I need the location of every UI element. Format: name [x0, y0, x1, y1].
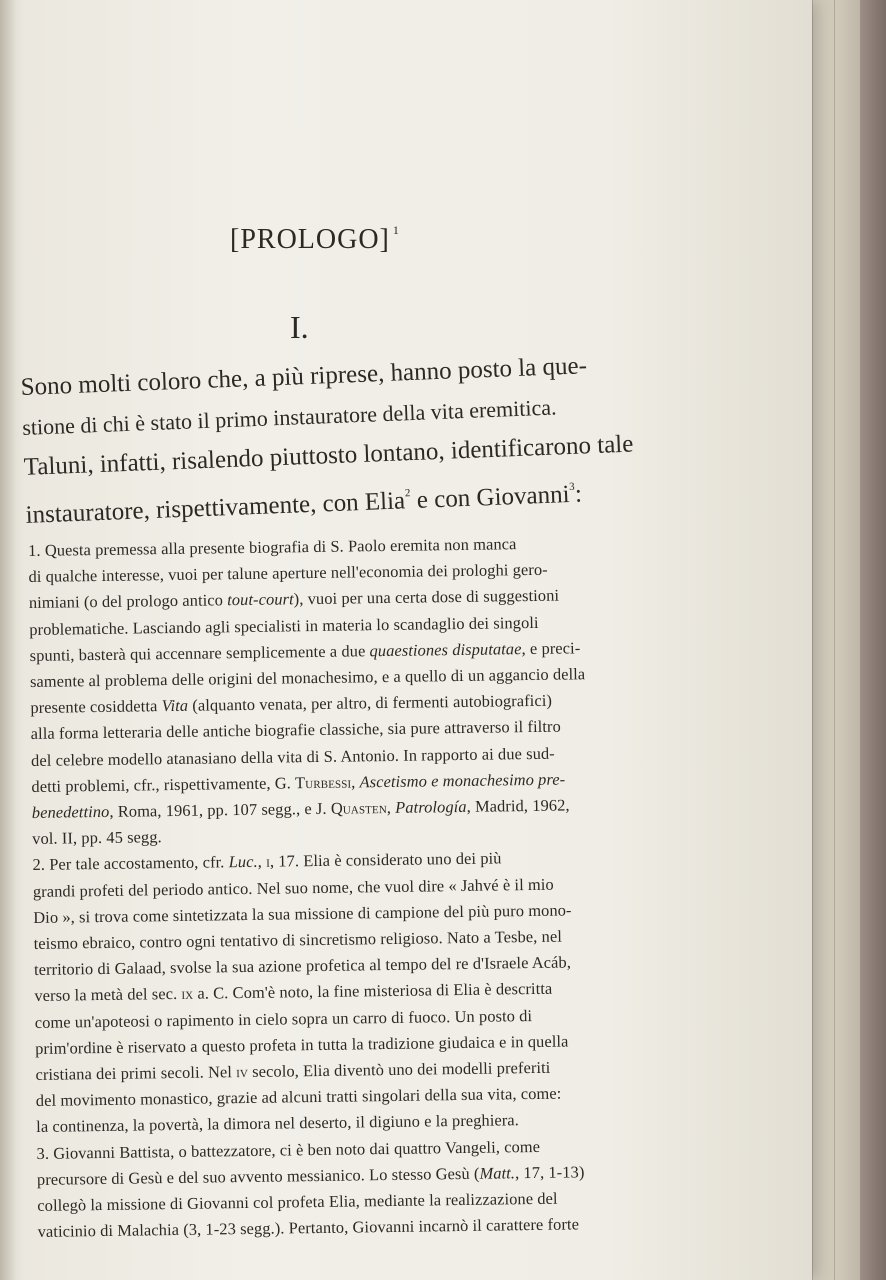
footnote-2-line: Dio », si trova come sintetizzata la sua missione di campione del più puro mono- [33, 900, 572, 927]
footnote-2-line: la continenza, la povertà, la dimora nel deserto, il digiuno e la preghiera. [36, 1110, 520, 1137]
footnote-2-line: del movimento monastico, grazie ad alcuni tratti singolari della sua vita, come: [35, 1083, 562, 1111]
footnote-1-line: vol. II, pp. 45 segg. [32, 827, 162, 849]
footnote-3-line: vaticinio di Malachia (3, 1-23 segg.). Pertanto, Giovanni incarnò il carattere forte [37, 1214, 580, 1242]
main-line-1: Sono molti coloro che, a più riprese, hanno posto la que- [20, 352, 588, 401]
main-line-2: stione di chi è stato il primo instauratore della vita eremitica. [21, 394, 557, 440]
footnote-1-line: benedettino, Roma, 1961, pp. 107 segg., e J. Quasten, Patrología, Madrid, 1962, [31, 795, 570, 823]
footnote-3-line: 3. Giovanni Battista, o battezzatore, ci è ben noto dai quattro Vangeli, come [36, 1136, 541, 1163]
footnote-1-line: detti problemi, cfr., rispettivamente, G. Turbessi, Ascetismo e monachesimo pre- [31, 769, 566, 796]
page-title [230, 223, 400, 256]
title-footnote-ref: 1 [392, 223, 400, 237]
footnote-2-line: 2. Per tale accostamento, cfr. Luc., i, 17. Elia è considerato uno dei più [32, 848, 502, 875]
chapter-number: I. [290, 309, 309, 345]
footnotes [28, 529, 650, 1245]
footnote-1-line: di qualche interesse, vuoi per talune aperture nell'economia dei prologhi gero- [28, 559, 548, 587]
footnote-1-line: samente al problema delle origini del monachesimo, e a quello di un aggancio della [29, 664, 586, 692]
footnote-1-line: problematiche. Lasciando agli specialisti in materia lo scandaglio dei singoli [29, 612, 539, 639]
main-line-4: instauratore, rispettivamente, con Elia$^2$ e con Giovanni$^3$: [25, 480, 583, 529]
page-title-text: [PROLOGO] [230, 224, 390, 255]
main-paragraph [20, 345, 636, 536]
footnote-3-line: collegò la missione di Giovanni col profeta Elia, mediante la realizzazione del [37, 1188, 558, 1216]
footnote-2-line: verso la metà del sec. ix a. C. Com'è noto, la fine misteriosa di Elia è descritta [34, 979, 553, 1006]
footnote-1-line: presente cosiddetta Vita (alquanto venata, per altro, di fermenti autobiografici) [30, 690, 553, 718]
main-line-3: Taluni, infatti, risalendo piuttosto lontano, identificarono tale [23, 430, 634, 481]
footnote-1-line: nimiani (o del prologo antico tout-court), vuoi per una certa dose di suggestioni [28, 585, 560, 613]
page-gutter [0, 0, 16, 1280]
footnote-2-line: teismo ebraico, contro ogni tentativo di sincretismo religioso. Nato a Tesbe, nel [33, 926, 563, 954]
footnote-ref-2: 2 [404, 487, 411, 500]
footnote-2-line: prim'ordine è riservato a questo profeta in tutta la tradizione giudaica e in quella [34, 1031, 569, 1058]
footnote-3-line: precursore di Gesù e del suo avvento messianico. Lo stesso Gesù (Matt., 17, 1-13) [36, 1162, 585, 1189]
footnote-1-line: del celebre modello atanasiano della vita di S. Antonio. In rapporto ai due sud- [30, 743, 555, 770]
book-cover-edge [860, 0, 886, 1280]
footnote-2-line: cristiana dei primi secoli. Nel iv secolo, Elia diventò uno dei modelli preferiti [35, 1057, 551, 1085]
footnote-2-line: grandi profeti del periodo antico. Nel suo nome, che vuol dire « Jahvé è il mio [32, 874, 554, 901]
footnote-1-line: alla forma letteraria delle antiche biografie classiche, sia pure attraverso il filtro [30, 717, 561, 744]
footnote-ref-3: 3 [568, 480, 575, 494]
footnote-2-line: come un'apoteosi o rapimento in cielo sopra un carro di fuoco. Un posto di [34, 1005, 533, 1032]
footnote-2-line: territorio di Galaad, svolse la sua azione profetica al tempo del re d'Israele Acáb, [33, 952, 572, 980]
footnote-1-line: spunti, basterà qui accennare semplicemente a due quaestiones disputatae, e preci- [29, 638, 581, 665]
footnote-1-line: 1. Questa premessa alla presente biografia di S. Paolo eremita non manca [28, 534, 517, 560]
